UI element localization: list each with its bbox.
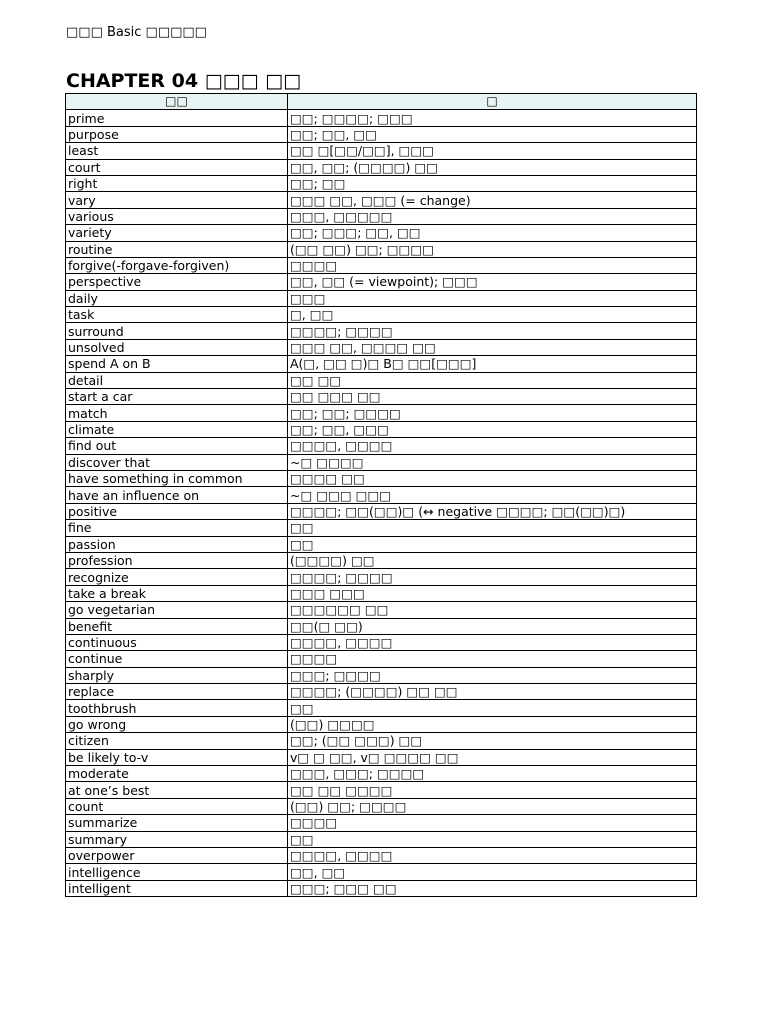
vocab-word: forgive(-forgave-forgiven)	[66, 257, 288, 273]
vocab-meaning: □□; □□, □□□	[288, 421, 697, 437]
vocab-word: have something in common	[66, 470, 288, 486]
vocab-word: count	[66, 798, 288, 814]
table-row	[66, 372, 697, 388]
table-row	[66, 307, 697, 323]
vocab-word: routine	[66, 241, 288, 257]
vocab-meaning: □□ □□	[288, 372, 697, 388]
vocab-meaning: □□□□, □□□□	[288, 634, 697, 650]
vocab-meaning: □□□ □□, □□□ (= change)	[288, 192, 697, 208]
vocab-meaning: □□ □□□ □□	[288, 389, 697, 405]
table-row	[66, 667, 697, 683]
table-row	[66, 716, 697, 732]
vocab-meaning: □□□□; □□□□	[288, 569, 697, 585]
vocab-meaning: □□, □□ (= viewpoint); □□□	[288, 274, 697, 290]
table-row	[66, 389, 697, 405]
vocab-word: benefit	[66, 618, 288, 634]
vocab-meaning: (□□□□) □□	[288, 552, 697, 568]
vocab-word: detail	[66, 372, 288, 388]
vocab-meaning: □□ □[□□/□□], □□□	[288, 143, 697, 159]
table-row	[66, 798, 697, 814]
table-row	[66, 421, 697, 437]
vocab-word: recognize	[66, 569, 288, 585]
table-row	[66, 733, 697, 749]
vocab-meaning: ~□ □□□ □□□	[288, 487, 697, 503]
table-row	[66, 602, 697, 618]
table-row	[66, 405, 697, 421]
vocab-word: right	[66, 175, 288, 191]
chapter-title: CHAPTER 04 □□□ □□	[66, 70, 302, 92]
vocab-meaning: □□□	[288, 290, 697, 306]
vocab-word: citizen	[66, 733, 288, 749]
table-row	[66, 831, 697, 847]
vocabulary-table	[65, 93, 697, 897]
table-row	[66, 241, 697, 257]
vocab-word: intelligence	[66, 864, 288, 880]
vocab-word: prime	[66, 110, 288, 126]
vocab-meaning: □□□□	[288, 651, 697, 667]
vocab-meaning: v□ □ □□, v□ □□□□ □□	[288, 749, 697, 765]
vocab-word: go wrong	[66, 716, 288, 732]
vocab-word: unsolved	[66, 339, 288, 355]
vocab-word: find out	[66, 438, 288, 454]
vocab-word: continuous	[66, 634, 288, 650]
vocab-meaning: □□□ □□, □□□□ □□	[288, 339, 697, 355]
table-row	[66, 651, 697, 667]
table-row	[66, 257, 697, 273]
table-row	[66, 175, 697, 191]
vocab-meaning: □□; (□□ □□□) □□	[288, 733, 697, 749]
table-row	[66, 520, 697, 536]
table-row	[66, 684, 697, 700]
vocab-word: variety	[66, 225, 288, 241]
vocab-meaning: A(□, □□ □)□ B□ □□[□□□]	[288, 356, 697, 372]
vocab-word: climate	[66, 421, 288, 437]
table-row	[66, 782, 697, 798]
vocab-meaning: (□□ □□) □□; □□□□	[288, 241, 697, 257]
table-row	[66, 470, 697, 486]
table-row	[66, 323, 697, 339]
table-row	[66, 749, 697, 765]
vocab-meaning: □□□□, □□□□	[288, 847, 697, 863]
table-row	[66, 634, 697, 650]
table-row	[66, 110, 697, 126]
vocab-word: profession	[66, 552, 288, 568]
vocab-word: sharply	[66, 667, 288, 683]
vocab-meaning: □□, □□	[288, 864, 697, 880]
table-row	[66, 438, 697, 454]
vocab-word: passion	[66, 536, 288, 552]
table-row	[66, 569, 697, 585]
table-row	[66, 847, 697, 863]
table-row	[66, 766, 697, 782]
vocab-word: at one’s best	[66, 782, 288, 798]
vocab-word: overpower	[66, 847, 288, 863]
table-row	[66, 503, 697, 519]
vocab-word: moderate	[66, 766, 288, 782]
vocab-meaning: □□□□	[288, 257, 697, 273]
vocab-word: task	[66, 307, 288, 323]
table-row	[66, 536, 697, 552]
vocab-meaning: □□□□; □□□□	[288, 323, 697, 339]
vocab-meaning: □□□ □□□	[288, 585, 697, 601]
vocab-word: discover that	[66, 454, 288, 470]
vocab-meaning: □□□□; □□(□□)□ (↔ negative □□□□; □□(□□)□)	[288, 503, 697, 519]
table-row	[66, 356, 697, 372]
table-row	[66, 143, 697, 159]
table-row	[66, 192, 697, 208]
vocab-word: take a break	[66, 585, 288, 601]
vocab-word: toothbrush	[66, 700, 288, 716]
vocab-word: go vegetarian	[66, 602, 288, 618]
vocab-meaning: □□□, □□□; □□□□	[288, 766, 697, 782]
column-header-word: □□	[66, 94, 288, 110]
table-row	[66, 552, 697, 568]
vocab-meaning: □□□□	[288, 815, 697, 831]
vocab-meaning: □□□; □□□□	[288, 667, 697, 683]
table-row	[66, 700, 697, 716]
vocab-meaning: □□; □□□□; □□□	[288, 110, 697, 126]
vocab-meaning: □□	[288, 536, 697, 552]
vocab-meaning: (□□) □□□□	[288, 716, 697, 732]
table-row	[66, 290, 697, 306]
vocab-meaning: □, □□	[288, 307, 697, 323]
table-row	[66, 585, 697, 601]
vocab-word: vary	[66, 192, 288, 208]
page-header: □□□ Basic □□□□□	[66, 25, 207, 40]
table-row	[66, 815, 697, 831]
vocab-meaning: □□; □□	[288, 175, 697, 191]
vocab-word: replace	[66, 684, 288, 700]
table-row	[66, 454, 697, 470]
vocab-meaning: □□□□□□ □□	[288, 602, 697, 618]
vocab-word: spend A on B	[66, 356, 288, 372]
vocab-word: match	[66, 405, 288, 421]
vocab-word: least	[66, 143, 288, 159]
table-row	[66, 225, 697, 241]
table-row	[66, 864, 697, 880]
vocab-meaning: □□; □□, □□	[288, 126, 697, 142]
table-header-row	[66, 94, 697, 110]
table-row	[66, 208, 697, 224]
vocab-word: have an influence on	[66, 487, 288, 503]
vocab-word: summary	[66, 831, 288, 847]
vocab-word: purpose	[66, 126, 288, 142]
table-body	[66, 110, 697, 897]
vocab-meaning: □□□, □□□□□	[288, 208, 697, 224]
table-row	[66, 274, 697, 290]
vocab-word: be likely to-v	[66, 749, 288, 765]
vocab-meaning: □□□□; (□□□□) □□ □□	[288, 684, 697, 700]
vocab-meaning: (□□) □□; □□□□	[288, 798, 697, 814]
vocab-meaning: □□□; □□□ □□	[288, 880, 697, 896]
vocab-meaning: □□; □□; □□□□	[288, 405, 697, 421]
vocab-word: summarize	[66, 815, 288, 831]
vocab-word: various	[66, 208, 288, 224]
vocab-meaning: □□	[288, 520, 697, 536]
vocab-meaning: □□(□ □□)	[288, 618, 697, 634]
vocab-meaning: □□□□, □□□□	[288, 438, 697, 454]
vocab-word: daily	[66, 290, 288, 306]
table-row	[66, 880, 697, 896]
vocab-word: intelligent	[66, 880, 288, 896]
vocab-meaning: □□, □□; (□□□□) □□	[288, 159, 697, 175]
vocab-word: court	[66, 159, 288, 175]
vocab-word: positive	[66, 503, 288, 519]
vocab-word: start a car	[66, 389, 288, 405]
vocab-meaning: □□□□ □□	[288, 470, 697, 486]
table-row	[66, 339, 697, 355]
table-row	[66, 159, 697, 175]
table-row	[66, 126, 697, 142]
vocab-meaning: □□	[288, 700, 697, 716]
vocab-meaning: ~□ □□□□	[288, 454, 697, 470]
vocab-word: continue	[66, 651, 288, 667]
vocab-meaning: □□	[288, 831, 697, 847]
vocab-word: perspective	[66, 274, 288, 290]
column-header-meaning: □	[288, 94, 697, 110]
vocab-word: fine	[66, 520, 288, 536]
table-row	[66, 487, 697, 503]
vocab-meaning: □□ □□ □□□□	[288, 782, 697, 798]
vocab-word: surround	[66, 323, 288, 339]
vocab-meaning: □□; □□□; □□, □□	[288, 225, 697, 241]
table-row	[66, 618, 697, 634]
